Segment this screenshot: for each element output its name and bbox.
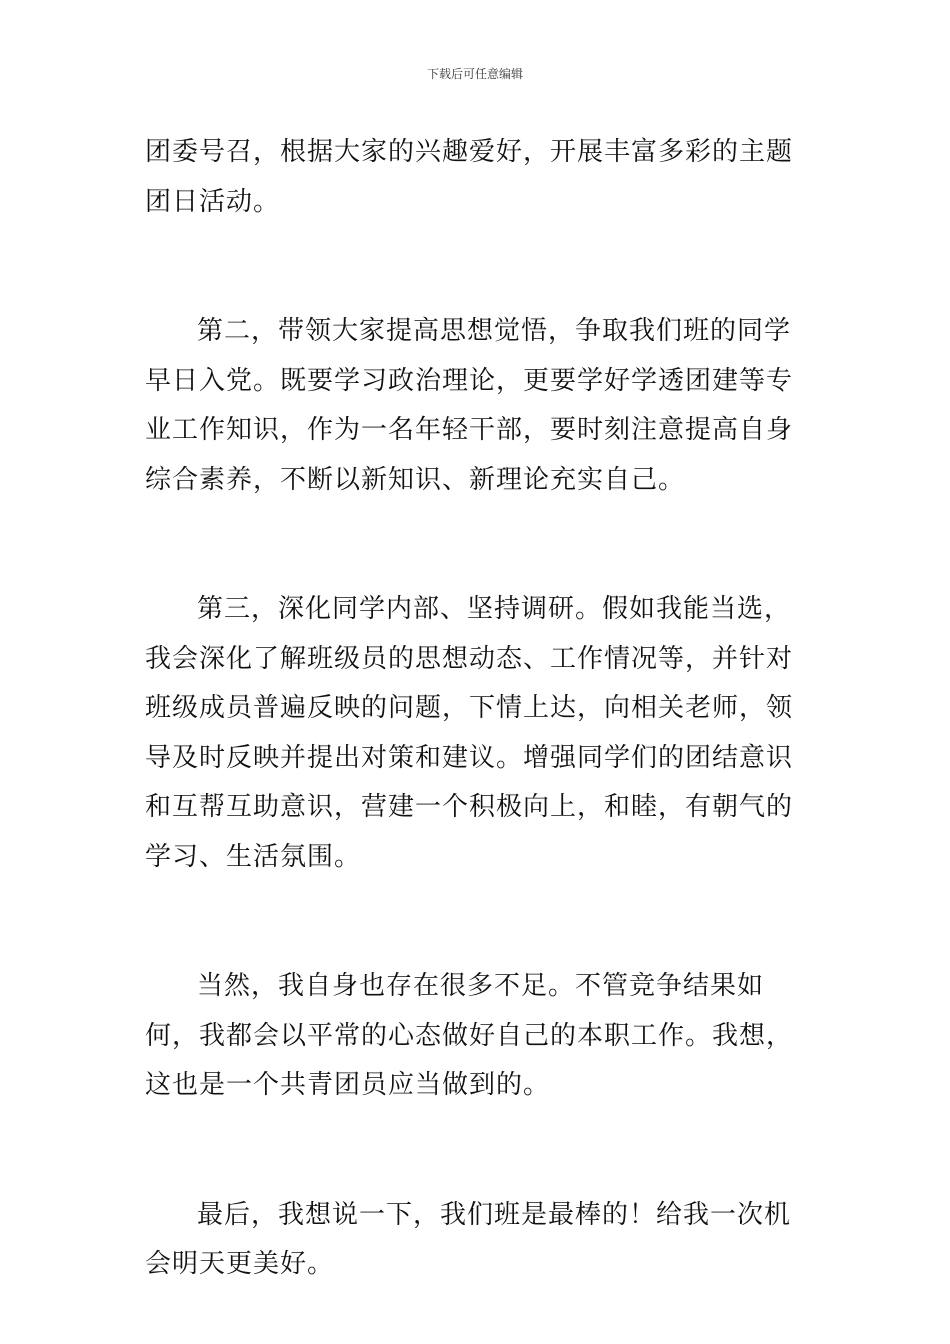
paragraph-closing: 最后，我想说一下，我们班是最棒的！给我一次机会明天更美好。	[145, 1199, 792, 1279]
document-body	[145, 128, 815, 1290]
paragraph-self-reflection: 当然，我自身也存在很多不足。不管竞争结果如何，我都会以平常的心态做好自己的本职工作。我想，这也是一个共青团员应当做到的。	[145, 971, 794, 1100]
paragraph-third-point: 第三，深化同学内部、坚持调研。假如我能当选，我会深化了解班级员的思想动态、工作情况等，并针对班级成员普遍反映的问题，下情上达，向相关老师，领导及时反映并提出对策和建议。增强同学们的团结意识和互帮互助意识，营建一个积极向上，和睦，有朝气的学习、生活氛围。	[145, 594, 794, 872]
paragraph-second-point: 第二，带领大家提高思想觉悟，争取我们班的同学早日入党。既要学习政治理论，更要学好学透团建等专业工作知识，作为一名年轻干部，要时刻注意提高自身综合素养，不断以新知识、新理论充实自己。	[145, 316, 794, 495]
page-header-note: 下载后可任意编辑	[426, 67, 523, 81]
paragraph-continuation: 团委号召，根据大家的兴趣爱好，开展丰富多彩的主题团日活动。	[145, 137, 794, 217]
